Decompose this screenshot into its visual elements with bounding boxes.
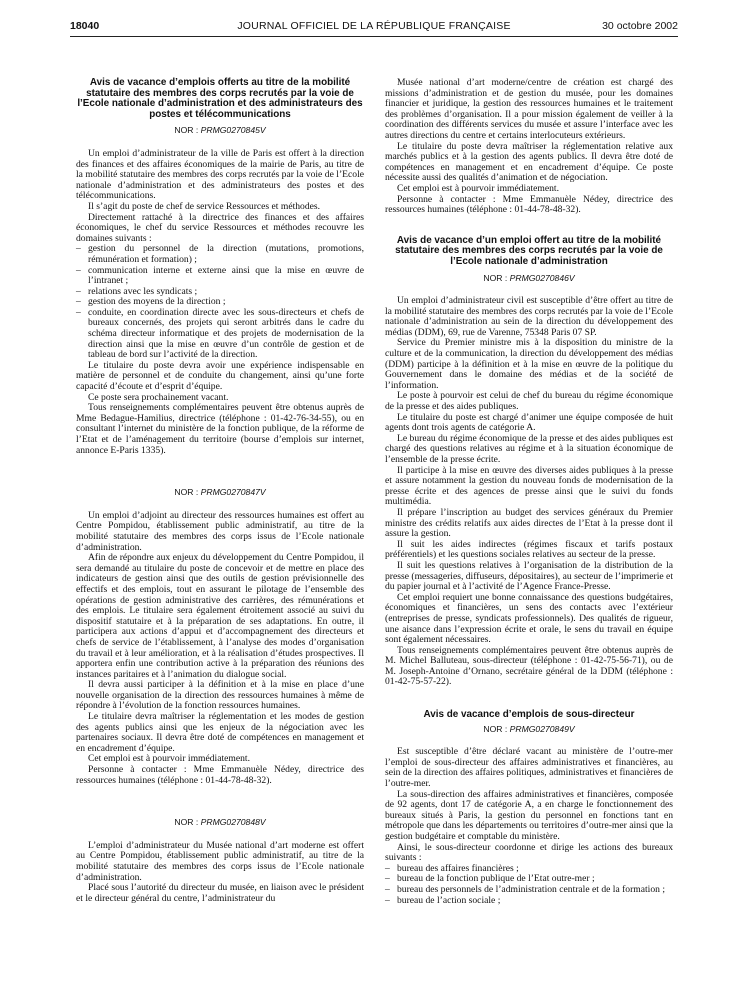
paragraph: Il suit les questions relatives à l’organisation de la distribution de la presse (messageries, diffuseurs, dépositaires), au secteur de l’imprimerie et du papier journal et à l’activité de l’Agence France-Presse. bbox=[385, 559, 673, 593]
paragraph: Personne à contacter : Mme Emmanuèle Nédey, directrice des ressources humaines (téléphone : 01-44-78-48-32). bbox=[76, 764, 364, 786]
paragraph: Un emploi d’administrateur de la ville de Paris est offert à la direction des finances et des affaires économiques de la mairie de Paris, au titre de la mobilité statutaire des membres des corps recrutés par la voie de l’Ecole nationale d’administration et des administrateurs des postes et des télécommunications. bbox=[76, 147, 364, 202]
paragraph: Cet emploi est à pourvoir immédiatement. bbox=[397, 182, 559, 194]
list-item: – conduite, en coordination directe avec les sous-directeurs et chefs de bureaux concernés, des projets qui seront arbitrés dans le cadre du schéma directeur informatique et des projets de modernisation de la direction ainsi que la mise en œuvre d’un contrôle de gestion et de tableau de bord sur l’activité de la direction. bbox=[76, 308, 364, 361]
notice-heading-mobility-ena-ptt: Avis de vacance d’emplois offerts au titre de la mobilité statutaire des membres des corps recrutés par la voie de l’Ecole nationale d’administration et des administrateurs des postes et télécommunications bbox=[77, 77, 363, 120]
paragraph: Il devra aussi participer à la définition et à la mise en place d’une nouvelle organisation de la direction des ressources humaines à même de répondre à l’évolution de la fonction ressources humaines. bbox=[76, 679, 364, 712]
nor-reference: NOR : PRMG0270847V bbox=[174, 487, 266, 498]
notice-heading-mobility-ena: Avis de vacance d’un emploi offert au titre de la mobilité statutaire des membres des corps recrutés par la voie de l’Ecole nationale d’administration bbox=[395, 234, 663, 267]
notice-heading-sub-director: Avis de vacance d’emplois de sous-directeur bbox=[423, 709, 635, 721]
paragraph: Tous renseignements complémentaires peuvent être obtenus auprès de M. Michel Balluteau, sous-directeur (téléphone : 01-42-75-56-71), ou de M. Joseph-Antoine d’Ornano, secrétaire général de la DDM (téléphone : 01-42-75-57-22). bbox=[385, 644, 673, 688]
paragraph: Service du Premier ministre mis à la disposition du ministre de la culture et de la communication, la direction du développement des médias (DDM) participe à la définition et à la mise en œuvre de la politique du Gouvernement dans le domaine des médias et de la société de l’information. bbox=[385, 337, 673, 391]
bureaux-list bbox=[385, 864, 673, 906]
paragraph: Le titulaire devra maîtriser la réglementation et les modes de gestion des agents publics ainsi que les enjeux de la négociation avec les partenaires sociaux. Il devra être doté de compétences en management et en encadrement d’équipe. bbox=[76, 711, 364, 754]
paragraph: Le poste à pourvoir est celui de chef du bureau du régime économique de la presse et des aides publiques. bbox=[385, 390, 673, 413]
paragraph: Un emploi d’adjoint au directeur des ressources humaines est offert au Centre Pompidou, établissement public administratif, au titre de la mobilité statutaire des membres des corps issus de l’Ecole nationale d’administration. bbox=[76, 509, 364, 553]
header-rule bbox=[70, 36, 678, 37]
paragraph-group bbox=[76, 361, 364, 456]
notice-pompidou-hr-deputy bbox=[76, 511, 364, 786]
paragraph: Afin de répondre aux enjeux du développement du Centre Pompidou, il sera demandé au titulaire du poste de concevoir et de mettre en place des indicateurs de gestion ainsi que des outils de gestion prévisionnelle des effectifs et des emplois, tout en assurant le pilotage de l’ensemble des opérations de gestion administrative des carrières, des rémunérations et des emplois. Le titulaire sera également étroitement associé au suivi du dispositif statutaire et à la préparation de ses adaptations. En outre, il participera aux actions d’appui et d’accompagnement des directeurs et chefs de service de l’établissement, à l’analyse des modes d’organisation du travail et à leur amélioration, et à la réalisation d’études prospectives. Il apportera enfin une contribution active à la préparation des réunions des instances paritaires et à l’animation du dialogue social. bbox=[76, 552, 364, 680]
page-header bbox=[70, 16, 678, 36]
list-item: – relations avec les syndicats ; bbox=[76, 287, 364, 298]
page-number: 18040 bbox=[70, 20, 100, 32]
paragraph: Le titulaire du poste devra maîtriser la réglementation relative aux marchés publics et à la gestion des agents publics. Il devra être doté de compétences en management et en encadrement d’équipe. Ce poste nécessite aussi des qualités d’animation et de négociation. bbox=[385, 140, 673, 184]
list-item: – bureau des affaires financières ; bbox=[385, 864, 673, 875]
right-column bbox=[385, 78, 673, 906]
list-item: – communication interne et externe ainsi que la mise en œuvre de l’intranet ; bbox=[76, 266, 364, 287]
paragraph: Le bureau du régime économique de la presse et des aides publiques est chargé des questions relatives au régime et à la situation économique de l’ensemble de la presse écrite. bbox=[385, 432, 673, 465]
paragraph: Musée national d’art moderne/centre de création est chargé des missions d’administration et de gestion du musée, pour les domaines financier et juridique, la gestion des ressources humaines et le traitement des problèmes d’organisation. Il a pour mission également de veiller à la coordination des différents services du musée et assure l’interface avec les autres directions du centre et certains interlocuteurs extérieurs. bbox=[385, 77, 673, 141]
list-item: – gestion des moyens de la direction ; bbox=[76, 297, 364, 308]
list-item: – bureau des personnels de l’administration centrale et de la formation ; bbox=[385, 885, 673, 896]
paragraph: Personne à contacter : Mme Emmanuèle Nédey, directrice des ressources humaines (téléphone : 01-44-78-48-32). bbox=[385, 193, 673, 216]
notice-outre-mer-sub-director bbox=[385, 747, 673, 864]
duties-list bbox=[76, 244, 364, 361]
paragraph: Directement rattaché à la directrice des finances et des affaires économiques, le chef du service Ressources et méthodes recouvre les domaines suivants : bbox=[76, 211, 364, 244]
paragraph: Un emploi d’administrateur civil est susceptible d’être offert au titre de la mobilité statutaire des membres des corps recrutés par la voie de l’Ecole nationale d’administration au sein de la direction du développement des médias (DDM), 69, rue de Varenne, 75348 Paris 07 SP. bbox=[385, 295, 673, 338]
paragraph: La sous-direction des affaires administratives et financières, composée de 92 agents, dont 17 de catégorie A, a en charge le fonctionnement des bureaux situés à Paris, la gestion du personnel en fonctions tant en métropole que dans les départements ou territoires d’outre-mer ainsi que la gestion budgétaire et comptable du ministère. bbox=[385, 788, 673, 842]
notice-pompidou-museum-admin bbox=[76, 841, 364, 905]
journal-title: JOURNAL OFFICIEL DE LA RÉPUBLIQUE FRANÇAISE bbox=[237, 20, 511, 32]
paragraph: Placé sous l’autorité du directeur du musée, en liaison avec le président et le directeur général du centre, l’administrateur du bbox=[76, 882, 364, 904]
paragraph-group bbox=[76, 149, 364, 244]
paragraph: L’emploi d’administrateur du Musée national d’art moderne est offert au Centre Pompidou, établissement public administratif, au titre de la mobilité statutaire des membres des corps issus de l’Ecole nationale d’administration. bbox=[76, 839, 364, 883]
paragraph: Cet emploi est à pourvoir immédiatement. bbox=[88, 753, 250, 765]
paragraph: Tous renseignements complémentaires peuvent être obtenus auprès de Mme Bedague-Hamilius, directrice (téléphone : 01-42-76-34-55), ou en consultant l’internet du ministère de la fonction publique, de la réforme de l’Etat et de l’aménagement du territoire (bourse d’emplois sur internet, annonce E-Paris 1335). bbox=[76, 402, 364, 456]
paragraph: Est susceptible d’être déclaré vacant au ministère de l’outre-mer l’emploi de sous-directeur des affaires administratives et financières, au sein de la direction des affaires politiques, administratives et financières de l’outre-mer. bbox=[385, 746, 673, 790]
paragraph: Ce poste sera prochainement vacant. bbox=[88, 391, 229, 403]
list-item: – gestion du personnel de la direction (mutations, promotions, rémunération et formation) ; bbox=[76, 244, 364, 265]
nor-reference: NOR : PRMG0270845V bbox=[174, 125, 266, 136]
nor-reference: NOR : PRMG0270846V bbox=[483, 272, 575, 283]
nor-reference: NOR : PRMG0270849V bbox=[483, 723, 575, 734]
notice-pompidou-museum-admin-continued bbox=[385, 78, 673, 216]
issue-date: 30 octobre 2002 bbox=[602, 20, 678, 32]
paragraph: Il suit les aides indirectes (régimes fiscaux et tarifs postaux préférentiels) et les questions sociales relatives au secteur de la presse. bbox=[385, 538, 673, 561]
paragraph: Le titulaire du poste devra avoir une expérience indispensable en matière de personnel et de conduite du changement, ainsi qu’une forte capacité d’écoute et d’esprit d’équipe. bbox=[76, 359, 364, 393]
paragraph: Ainsi, le sous-directeur coordonne et dirige les actions des bureaux suivants : bbox=[385, 841, 673, 864]
left-column bbox=[76, 78, 364, 904]
list-item: – bureau de la fonction publique de l’Etat outre-mer ; bbox=[385, 874, 673, 885]
list-item: – bureau de l’action sociale ; bbox=[385, 896, 673, 907]
paragraph: Il s’agit du poste de chef de service Ressources et méthodes. bbox=[88, 200, 321, 212]
paragraph: Le titulaire du poste est chargé d’animer une équipe composée de huit agents dont trois agents de catégorie A. bbox=[385, 411, 673, 434]
paragraph: Il participe à la mise en œuvre des diverses aides publiques à la presse et assure notamment la gestion du nouveau fonds de modernisation de la presse écrite et des agences de presse ainsi que le suivi du fonds multimédia. bbox=[385, 464, 673, 508]
notice-paris-finance bbox=[76, 149, 364, 456]
paragraph: Cet emploi requiert une bonne connaissance des questions budgétaires, économiques et financières, un sens des contacts avec l’extérieur (entreprises de presse, syndicats professionnels). Des qualités de rigueur, une aisance dans l’expression écrite et orale, le sens du travail en équipe sont également nécessaires. bbox=[385, 591, 673, 646]
paragraph: Il prépare l’inscription au budget des services généraux du Premier ministre des crédits relatifs aux aides directes de l’Etat à la presse dont il assure la gestion. bbox=[385, 506, 673, 540]
nor-reference: NOR : PRMG0270848V bbox=[174, 817, 266, 828]
notice-ddm-press-bureau bbox=[385, 296, 673, 688]
